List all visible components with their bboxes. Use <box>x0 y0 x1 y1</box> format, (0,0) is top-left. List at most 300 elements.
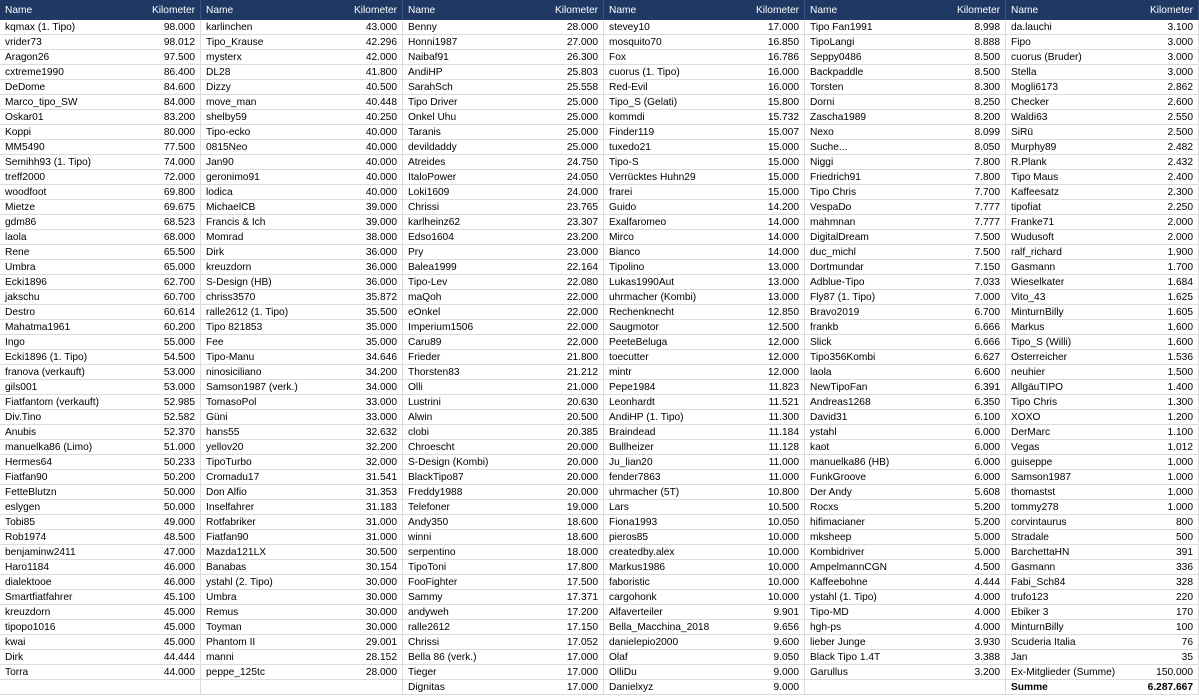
cell-km[interactable]: 45.000 <box>163 636 195 648</box>
cell-km[interactable]: 10.800 <box>767 486 799 498</box>
cell-km[interactable]: 6.000 <box>974 471 1000 483</box>
cell-km[interactable]: 6.350 <box>974 396 1000 408</box>
cell-name[interactable]: chriss3570 <box>206 291 256 303</box>
cell-km[interactable]: 48.500 <box>163 531 195 543</box>
cell-name[interactable]: Gasmann <box>1011 561 1056 573</box>
cell-km[interactable]: 39.000 <box>365 201 397 213</box>
header-km[interactable]: Kilometer <box>554 4 598 16</box>
cell-name[interactable]: ralle2612 <box>408 621 450 633</box>
cell-km[interactable]: 7.700 <box>974 186 1000 198</box>
cell-km[interactable]: 33.000 <box>365 411 397 423</box>
cell-km[interactable]: 2.600 <box>1167 96 1193 108</box>
cell-name[interactable]: AndiHP (1. Tipo) <box>609 411 684 423</box>
cell-name[interactable]: stevey10 <box>609 21 650 33</box>
cell-name[interactable]: DigitalDream <box>810 231 869 243</box>
cell-name[interactable]: Österreicher <box>1011 351 1068 363</box>
cell-name[interactable]: Fee <box>206 336 224 348</box>
cell-name[interactable]: Fiatfan90 <box>5 471 48 483</box>
cell-km[interactable]: 50.200 <box>163 471 195 483</box>
cell-name[interactable]: hgh-ps <box>810 621 842 633</box>
cell-km[interactable]: 25.000 <box>566 141 598 153</box>
header-name[interactable]: Name <box>1011 4 1039 16</box>
cell-name[interactable]: Black Tipo 1.4T <box>810 651 881 663</box>
cell-km[interactable]: 2.500 <box>1167 126 1193 138</box>
header-name[interactable]: Name <box>810 4 838 16</box>
cell-name[interactable]: Adblue-Tipo <box>810 276 865 288</box>
header-km[interactable]: Kilometer <box>956 4 1000 16</box>
cell-name[interactable]: Tipo-ecko <box>206 126 251 138</box>
cell-km[interactable]: 17.000 <box>767 21 799 33</box>
cell-name[interactable]: Torsten <box>810 81 844 93</box>
cell-name[interactable]: manni <box>206 651 234 663</box>
cell-name[interactable]: Zascha1989 <box>810 111 867 123</box>
cell-km[interactable]: 31.183 <box>365 501 397 513</box>
cell-name[interactable]: fender7863 <box>609 471 661 483</box>
cell-name[interactable]: Suche... <box>810 141 848 153</box>
cell-km[interactable]: 50.000 <box>163 501 195 513</box>
cell-name[interactable]: kreuzdorn <box>206 261 252 273</box>
cell-name[interactable]: yellov20 <box>206 441 244 453</box>
cell-name[interactable]: PeeteBeluga <box>609 336 668 348</box>
cell-km[interactable]: 8.050 <box>974 141 1000 153</box>
cell-name[interactable]: kwai <box>5 636 26 648</box>
cell-km[interactable]: 35.872 <box>365 291 397 303</box>
cell-km[interactable]: 9.901 <box>773 606 799 618</box>
cell-name[interactable]: FunkGroove <box>810 471 867 483</box>
cell-km[interactable]: 15.007 <box>767 126 799 138</box>
cell-km[interactable]: 52.582 <box>163 411 195 423</box>
cell-name[interactable]: Saugmotor <box>609 321 659 333</box>
cell-km[interactable]: 6.666 <box>974 321 1000 333</box>
cell-name[interactable]: Fabi_Sch84 <box>1011 576 1066 588</box>
cell-km[interactable]: 17.500 <box>566 576 598 588</box>
cell-km[interactable]: 27.000 <box>566 36 598 48</box>
cell-km[interactable]: 22.080 <box>566 276 598 288</box>
cell-km[interactable]: 15.000 <box>767 141 799 153</box>
cell-km[interactable]: 23.765 <box>566 201 598 213</box>
cell-km[interactable]: 40.448 <box>365 96 397 108</box>
cell-km[interactable]: 6.600 <box>974 366 1000 378</box>
cell-km[interactable]: 54.500 <box>163 351 195 363</box>
cell-km[interactable]: 10.000 <box>767 546 799 558</box>
cell-km[interactable]: 28.000 <box>365 666 397 678</box>
cell-km[interactable]: 13.000 <box>767 261 799 273</box>
cell-name[interactable]: Destro <box>5 306 36 318</box>
cell-name[interactable]: Markus1986 <box>609 561 666 573</box>
cell-km[interactable]: 500 <box>1176 531 1193 543</box>
cell-name[interactable]: andyweh <box>408 606 449 618</box>
cell-name[interactable]: karlinchen <box>206 21 253 33</box>
cell-km[interactable]: 8.500 <box>974 66 1000 78</box>
cell-km[interactable]: 40.250 <box>365 111 397 123</box>
cell-km[interactable]: 25.558 <box>566 81 598 93</box>
cell-km[interactable]: 2.550 <box>1167 111 1193 123</box>
cell-km[interactable]: 9.050 <box>773 651 799 663</box>
cell-km[interactable]: 38.000 <box>365 231 397 243</box>
cell-km[interactable]: 6.627 <box>974 351 1000 363</box>
cell-name[interactable]: FetteBlutzn <box>5 486 57 498</box>
cell-km[interactable]: 8.250 <box>974 96 1000 108</box>
header-name[interactable]: Name <box>206 4 234 16</box>
cell-km[interactable]: 40.000 <box>365 126 397 138</box>
cell-km[interactable]: 17.150 <box>566 621 598 633</box>
cell-name[interactable]: Ecki1896 <box>5 276 47 288</box>
cell-km[interactable]: 1.000 <box>1167 486 1193 498</box>
cell-name[interactable]: tommy278 <box>1011 501 1059 513</box>
cell-km[interactable]: 53.000 <box>163 366 195 378</box>
cell-km[interactable]: 43.000 <box>365 21 397 33</box>
cell-km[interactable]: 18.000 <box>566 546 598 558</box>
cell-name[interactable]: Markus <box>1011 321 1045 333</box>
cell-km[interactable]: 22.164 <box>566 261 598 273</box>
cell-name[interactable]: SarahSch <box>408 81 453 93</box>
cell-name[interactable]: mksheep <box>810 531 852 543</box>
header-km[interactable]: Kilometer <box>353 4 397 16</box>
cell-name[interactable]: Tieger <box>408 666 437 678</box>
cell-name[interactable]: ralle2612 (1. Tipo) <box>206 306 289 318</box>
cell-name[interactable]: hans55 <box>206 426 240 438</box>
cell-name[interactable]: MichaelCB <box>206 201 256 213</box>
cell-km[interactable]: 32.200 <box>365 441 397 453</box>
cell-km[interactable]: 14.200 <box>767 201 799 213</box>
cell-km[interactable]: 9.000 <box>773 681 799 693</box>
cell-name[interactable]: Francis & Ich <box>206 216 266 228</box>
cell-name[interactable]: peppe_125tc <box>206 666 265 678</box>
cell-name[interactable]: Niggi <box>810 156 834 168</box>
cell-name[interactable]: S-Design (HB) <box>206 276 272 288</box>
cell-km[interactable]: 35.500 <box>365 306 397 318</box>
cell-name[interactable]: createdby.alex <box>609 546 675 558</box>
cell-name[interactable]: Chrissi <box>408 636 440 648</box>
cell-km[interactable]: 23.200 <box>566 231 598 243</box>
cell-km[interactable]: 46.000 <box>163 561 195 573</box>
cell-km[interactable]: 80.000 <box>163 126 195 138</box>
cell-km[interactable]: 11.000 <box>768 471 799 483</box>
cell-name[interactable]: Tipo Fan1991 <box>810 21 873 33</box>
cell-km[interactable]: 7.777 <box>974 201 1000 213</box>
cell-km[interactable]: 8.300 <box>974 81 1000 93</box>
cell-km[interactable]: 9.656 <box>773 621 799 633</box>
cell-name[interactable]: Anubis <box>5 426 37 438</box>
cell-name[interactable]: Cromadu17 <box>206 471 260 483</box>
cell-name[interactable]: Tipo-Manu <box>206 351 255 363</box>
cell-name[interactable]: Remus <box>206 606 239 618</box>
cell-name[interactable]: ralf_richard <box>1011 246 1062 258</box>
cell-km[interactable]: 16.000 <box>767 81 799 93</box>
cell-name[interactable]: Mirco <box>609 231 634 243</box>
cell-km[interactable]: 1.000 <box>1167 501 1193 513</box>
cell-name[interactable]: 0815Neo <box>206 141 248 153</box>
cell-km[interactable]: 50.233 <box>163 456 195 468</box>
cell-name[interactable]: Onkel Uhu <box>408 111 457 123</box>
cell-name[interactable]: pieros85 <box>609 531 649 543</box>
cell-name[interactable]: karlheinz62 <box>408 216 461 228</box>
cell-name[interactable]: Der Andy <box>810 486 852 498</box>
cell-km[interactable]: 4.444 <box>974 576 1000 588</box>
cell-km[interactable]: 1.400 <box>1167 381 1193 393</box>
cell-name[interactable]: Mogli6173 <box>1011 81 1059 93</box>
cell-name[interactable]: Balea1999 <box>408 261 457 273</box>
cell-name[interactable]: NewTipoFan <box>810 381 868 393</box>
cell-name[interactable]: Edso1604 <box>408 231 454 243</box>
cell-name[interactable]: Tipo356Kombi <box>810 351 876 363</box>
cell-km[interactable]: 1.000 <box>1167 471 1193 483</box>
cell-name[interactable]: Umbra <box>206 591 237 603</box>
cell-km[interactable]: 22.000 <box>566 321 598 333</box>
cell-km[interactable]: 13.000 <box>767 276 799 288</box>
cell-km[interactable]: 7.800 <box>974 171 1000 183</box>
cell-km[interactable]: 11.000 <box>768 456 799 468</box>
cell-km[interactable]: 21.212 <box>566 366 598 378</box>
cell-km[interactable]: 22.000 <box>566 306 598 318</box>
cell-km[interactable]: 1.700 <box>1167 261 1193 273</box>
cell-km[interactable]: 74.000 <box>163 156 195 168</box>
cell-km[interactable]: 10.000 <box>767 531 799 543</box>
cell-km[interactable]: 18.600 <box>566 516 598 528</box>
cell-name[interactable]: dialektooe <box>5 576 52 588</box>
cell-km[interactable]: 22.000 <box>566 291 598 303</box>
header-km[interactable]: Kilometer <box>755 4 799 16</box>
cell-name[interactable]: manuelka86 (HB) <box>810 456 890 468</box>
cell-km[interactable]: 13.000 <box>767 291 799 303</box>
cell-name[interactable]: Momrad <box>206 231 244 243</box>
cell-name[interactable]: Vegas <box>1011 441 1040 453</box>
cell-name[interactable]: Exalfaromeo <box>609 216 667 228</box>
cell-name[interactable]: DerMarc <box>1011 426 1051 438</box>
cell-name[interactable]: Naibaf91 <box>408 51 449 63</box>
cell-name[interactable]: Bianco <box>609 246 641 258</box>
cell-name[interactable]: Fipo <box>1011 36 1031 48</box>
cell-km[interactable]: 68.000 <box>163 231 195 243</box>
cell-name[interactable]: gdm86 <box>5 216 37 228</box>
cell-km[interactable]: 12.000 <box>767 336 799 348</box>
cell-km[interactable]: 3.000 <box>1167 66 1193 78</box>
cell-km[interactable]: 47.000 <box>163 546 195 558</box>
cell-km[interactable]: 30.000 <box>365 621 397 633</box>
cell-km[interactable]: 10.000 <box>767 591 799 603</box>
cell-km[interactable]: 98.012 <box>163 36 195 48</box>
cell-km[interactable]: 9.600 <box>773 636 799 648</box>
cell-name[interactable]: tipofiat <box>1011 201 1042 213</box>
cell-name[interactable]: TipoTurbo <box>206 456 252 468</box>
cell-km[interactable]: 17.371 <box>566 591 598 603</box>
cell-km[interactable]: 14.000 <box>767 216 799 228</box>
cell-km[interactable]: 5.000 <box>974 531 1000 543</box>
cell-name[interactable]: Backpaddle <box>810 66 864 78</box>
cell-km[interactable]: 5.000 <box>974 546 1000 558</box>
cell-km[interactable]: 17.800 <box>566 561 598 573</box>
cell-name[interactable]: Kaffeebohne <box>810 576 868 588</box>
cell-km[interactable]: 1.605 <box>1167 306 1193 318</box>
cell-name[interactable]: Marco_tipo_SW <box>5 96 78 108</box>
cell-km[interactable]: 69.800 <box>163 186 195 198</box>
cell-km[interactable]: 24.050 <box>566 171 598 183</box>
cell-km[interactable]: 391 <box>1176 546 1193 558</box>
cell-name[interactable]: cargohonk <box>609 591 657 603</box>
cell-name[interactable]: Slick <box>810 336 832 348</box>
cell-name[interactable]: Chrissi <box>408 201 440 213</box>
cell-name[interactable]: frarei <box>609 186 633 198</box>
cell-name[interactable]: TipoToni <box>408 561 447 573</box>
cell-name[interactable]: Güni <box>206 411 228 423</box>
cell-km[interactable]: 50.000 <box>163 486 195 498</box>
cell-km[interactable]: 18.600 <box>566 531 598 543</box>
cell-name[interactable]: Kombidriver <box>810 546 865 558</box>
cell-name[interactable]: Hermes64 <box>5 456 52 468</box>
cell-km[interactable]: 39.000 <box>365 216 397 228</box>
cell-km[interactable]: 46.000 <box>163 576 195 588</box>
cell-km[interactable]: 9.000 <box>773 666 799 678</box>
cell-name[interactable]: mysterx <box>206 51 242 63</box>
cell-name[interactable]: Braindead <box>609 426 656 438</box>
cell-name[interactable]: Waldi63 <box>1011 111 1048 123</box>
cell-name[interactable]: ninosiciliano <box>206 366 262 378</box>
cell-km[interactable]: 1.100 <box>1167 426 1193 438</box>
cell-name[interactable]: Olaf <box>609 651 628 663</box>
cell-name[interactable]: Ecki1896 (1. Tipo) <box>5 351 88 363</box>
cell-name[interactable]: Mietze <box>5 201 36 213</box>
cell-km[interactable]: 3.000 <box>1167 36 1193 48</box>
cell-name[interactable]: Inselfahrer <box>206 501 255 513</box>
cell-km[interactable]: 20.000 <box>566 456 598 468</box>
cell-name[interactable]: AndiHP <box>408 66 443 78</box>
cell-name[interactable]: Atreides <box>408 156 446 168</box>
cell-name[interactable]: ystahl (1. Tipo) <box>810 591 877 603</box>
cell-km[interactable]: 35 <box>1181 651 1193 663</box>
cell-km[interactable]: 21.800 <box>566 351 598 363</box>
cell-km[interactable]: 52.370 <box>163 426 195 438</box>
cell-name[interactable]: kaot <box>810 441 830 453</box>
cell-km[interactable]: 16.850 <box>767 36 799 48</box>
cell-name[interactable]: danielepio2000 <box>609 636 679 648</box>
cell-name[interactable]: Chroescht <box>408 441 455 453</box>
cell-name[interactable]: Banabas <box>206 561 247 573</box>
cell-km[interactable]: 170 <box>1176 606 1193 618</box>
cell-name[interactable]: frankb <box>810 321 839 333</box>
cell-name[interactable]: DeDome <box>5 81 46 93</box>
cell-km[interactable]: 49.000 <box>163 516 195 528</box>
cell-name[interactable]: laola <box>5 231 27 243</box>
cell-name[interactable]: kqmax (1. Tipo) <box>5 21 76 33</box>
cell-km[interactable]: 20.500 <box>566 411 598 423</box>
cell-km[interactable]: 6.100 <box>974 411 1000 423</box>
cell-name[interactable]: Phantom II <box>206 636 256 648</box>
cell-km[interactable]: 1.500 <box>1167 366 1193 378</box>
cell-km[interactable]: 8.099 <box>974 126 1000 138</box>
cell-name[interactable]: Tipo Chris <box>810 186 857 198</box>
cell-km[interactable]: 20.000 <box>566 471 598 483</box>
cell-name[interactable]: BarchettaHN <box>1011 546 1070 558</box>
cell-name[interactable]: Haro1184 <box>5 561 49 573</box>
cell-km[interactable]: 6.666 <box>974 336 1000 348</box>
cell-km[interactable]: 15.000 <box>767 186 799 198</box>
cell-name[interactable]: Jan90 <box>206 156 234 168</box>
cell-name[interactable]: Ingo <box>5 336 25 348</box>
cell-km[interactable]: 100 <box>1176 621 1193 633</box>
cell-name[interactable]: woodfoot <box>5 186 47 198</box>
cell-name[interactable]: TomasoPol <box>206 396 257 408</box>
cell-km[interactable]: 14.000 <box>767 246 799 258</box>
cell-name[interactable]: Seppy0486 <box>810 51 862 63</box>
cell-km[interactable]: 12.000 <box>767 366 799 378</box>
cell-name[interactable]: Bravo2019 <box>810 306 860 318</box>
cell-name[interactable]: Fiona1993 <box>609 516 658 528</box>
cell-name[interactable]: BlackTipo87 <box>408 471 464 483</box>
cell-km[interactable]: 42.000 <box>365 51 397 63</box>
cell-km[interactable]: 17.200 <box>566 606 598 618</box>
cell-km[interactable]: 5.608 <box>974 486 1000 498</box>
cell-km[interactable]: 6.000 <box>974 456 1000 468</box>
cell-km[interactable]: 2.250 <box>1167 201 1193 213</box>
cell-km[interactable]: 3.000 <box>1167 51 1193 63</box>
cell-km[interactable]: 35.000 <box>365 336 397 348</box>
cell-name[interactable]: Fly87 (1. Tipo) <box>810 291 876 303</box>
cell-name[interactable]: laola <box>810 366 832 378</box>
cell-km[interactable]: 11.300 <box>768 411 799 423</box>
cell-name[interactable]: duc_michl <box>810 246 856 258</box>
cell-name[interactable]: Bella 86 (verk.) <box>408 651 477 663</box>
cell-km[interactable]: 31.353 <box>365 486 397 498</box>
cell-name[interactable]: Bullheizer <box>609 441 654 453</box>
cell-km[interactable]: 1.600 <box>1167 321 1193 333</box>
cell-name[interactable]: Wieselkater <box>1011 276 1065 288</box>
cell-name[interactable]: cxtreme1990 <box>5 66 64 78</box>
cell-name[interactable]: Verrücktes Huhn29 <box>609 171 696 183</box>
cell-km[interactable]: 2.482 <box>1167 141 1193 153</box>
cell-name[interactable]: Taranis <box>408 126 441 138</box>
cell-km[interactable]: 10.000 <box>767 561 799 573</box>
cell-km[interactable]: 52.985 <box>163 396 195 408</box>
cell-km[interactable]: 15.800 <box>767 96 799 108</box>
cell-km[interactable]: 2.300 <box>1167 186 1193 198</box>
cell-name[interactable]: faboristic <box>609 576 650 588</box>
cell-km[interactable]: 86.400 <box>163 66 195 78</box>
cell-km[interactable]: 44.000 <box>163 666 195 678</box>
header-km[interactable]: Kilometer <box>1149 4 1193 16</box>
cell-km[interactable]: 40.000 <box>365 141 397 153</box>
cell-name[interactable]: winni <box>408 531 432 543</box>
cell-name[interactable]: Koppi <box>5 126 32 138</box>
cell-name[interactable]: Imperium1506 <box>408 321 474 333</box>
cell-name[interactable]: Ju_lian20 <box>609 456 653 468</box>
cell-name[interactable]: Vito_43 <box>1011 291 1046 303</box>
cell-name[interactable]: Toyman <box>206 621 242 633</box>
cell-km[interactable]: 17.000 <box>566 681 598 693</box>
cell-name[interactable]: Guido <box>609 201 637 213</box>
cell-name[interactable]: trufo123 <box>1011 591 1049 603</box>
cell-name[interactable]: ystahl <box>810 426 837 438</box>
cell-name[interactable]: Garullus <box>810 666 848 678</box>
cell-name[interactable]: devildaddy <box>408 141 457 153</box>
cell-km[interactable]: 30.154 <box>365 561 397 573</box>
cell-km[interactable]: 22.000 <box>566 336 598 348</box>
cell-name[interactable]: Dortmundar <box>810 261 864 273</box>
cell-name[interactable]: Pepe1984 <box>609 381 656 393</box>
cell-km[interactable]: 34.000 <box>365 381 397 393</box>
cell-name[interactable]: Tipo 821853 <box>206 321 263 333</box>
cell-km[interactable]: 36.000 <box>365 246 397 258</box>
cell-km[interactable]: 10.500 <box>767 501 799 513</box>
cell-km[interactable]: 10.050 <box>767 516 799 528</box>
cell-km[interactable]: 98.000 <box>163 21 195 33</box>
cell-name[interactable]: Red-Evil <box>609 81 648 93</box>
cell-km[interactable]: 20.000 <box>566 441 598 453</box>
cell-km[interactable]: 34.646 <box>365 351 397 363</box>
cell-name[interactable]: cuorus (Bruder) <box>1011 51 1082 63</box>
cell-km[interactable]: 6.000 <box>974 426 1000 438</box>
cell-name[interactable]: Lukas1990Aut <box>609 276 675 288</box>
cell-km[interactable]: 11.521 <box>768 396 799 408</box>
